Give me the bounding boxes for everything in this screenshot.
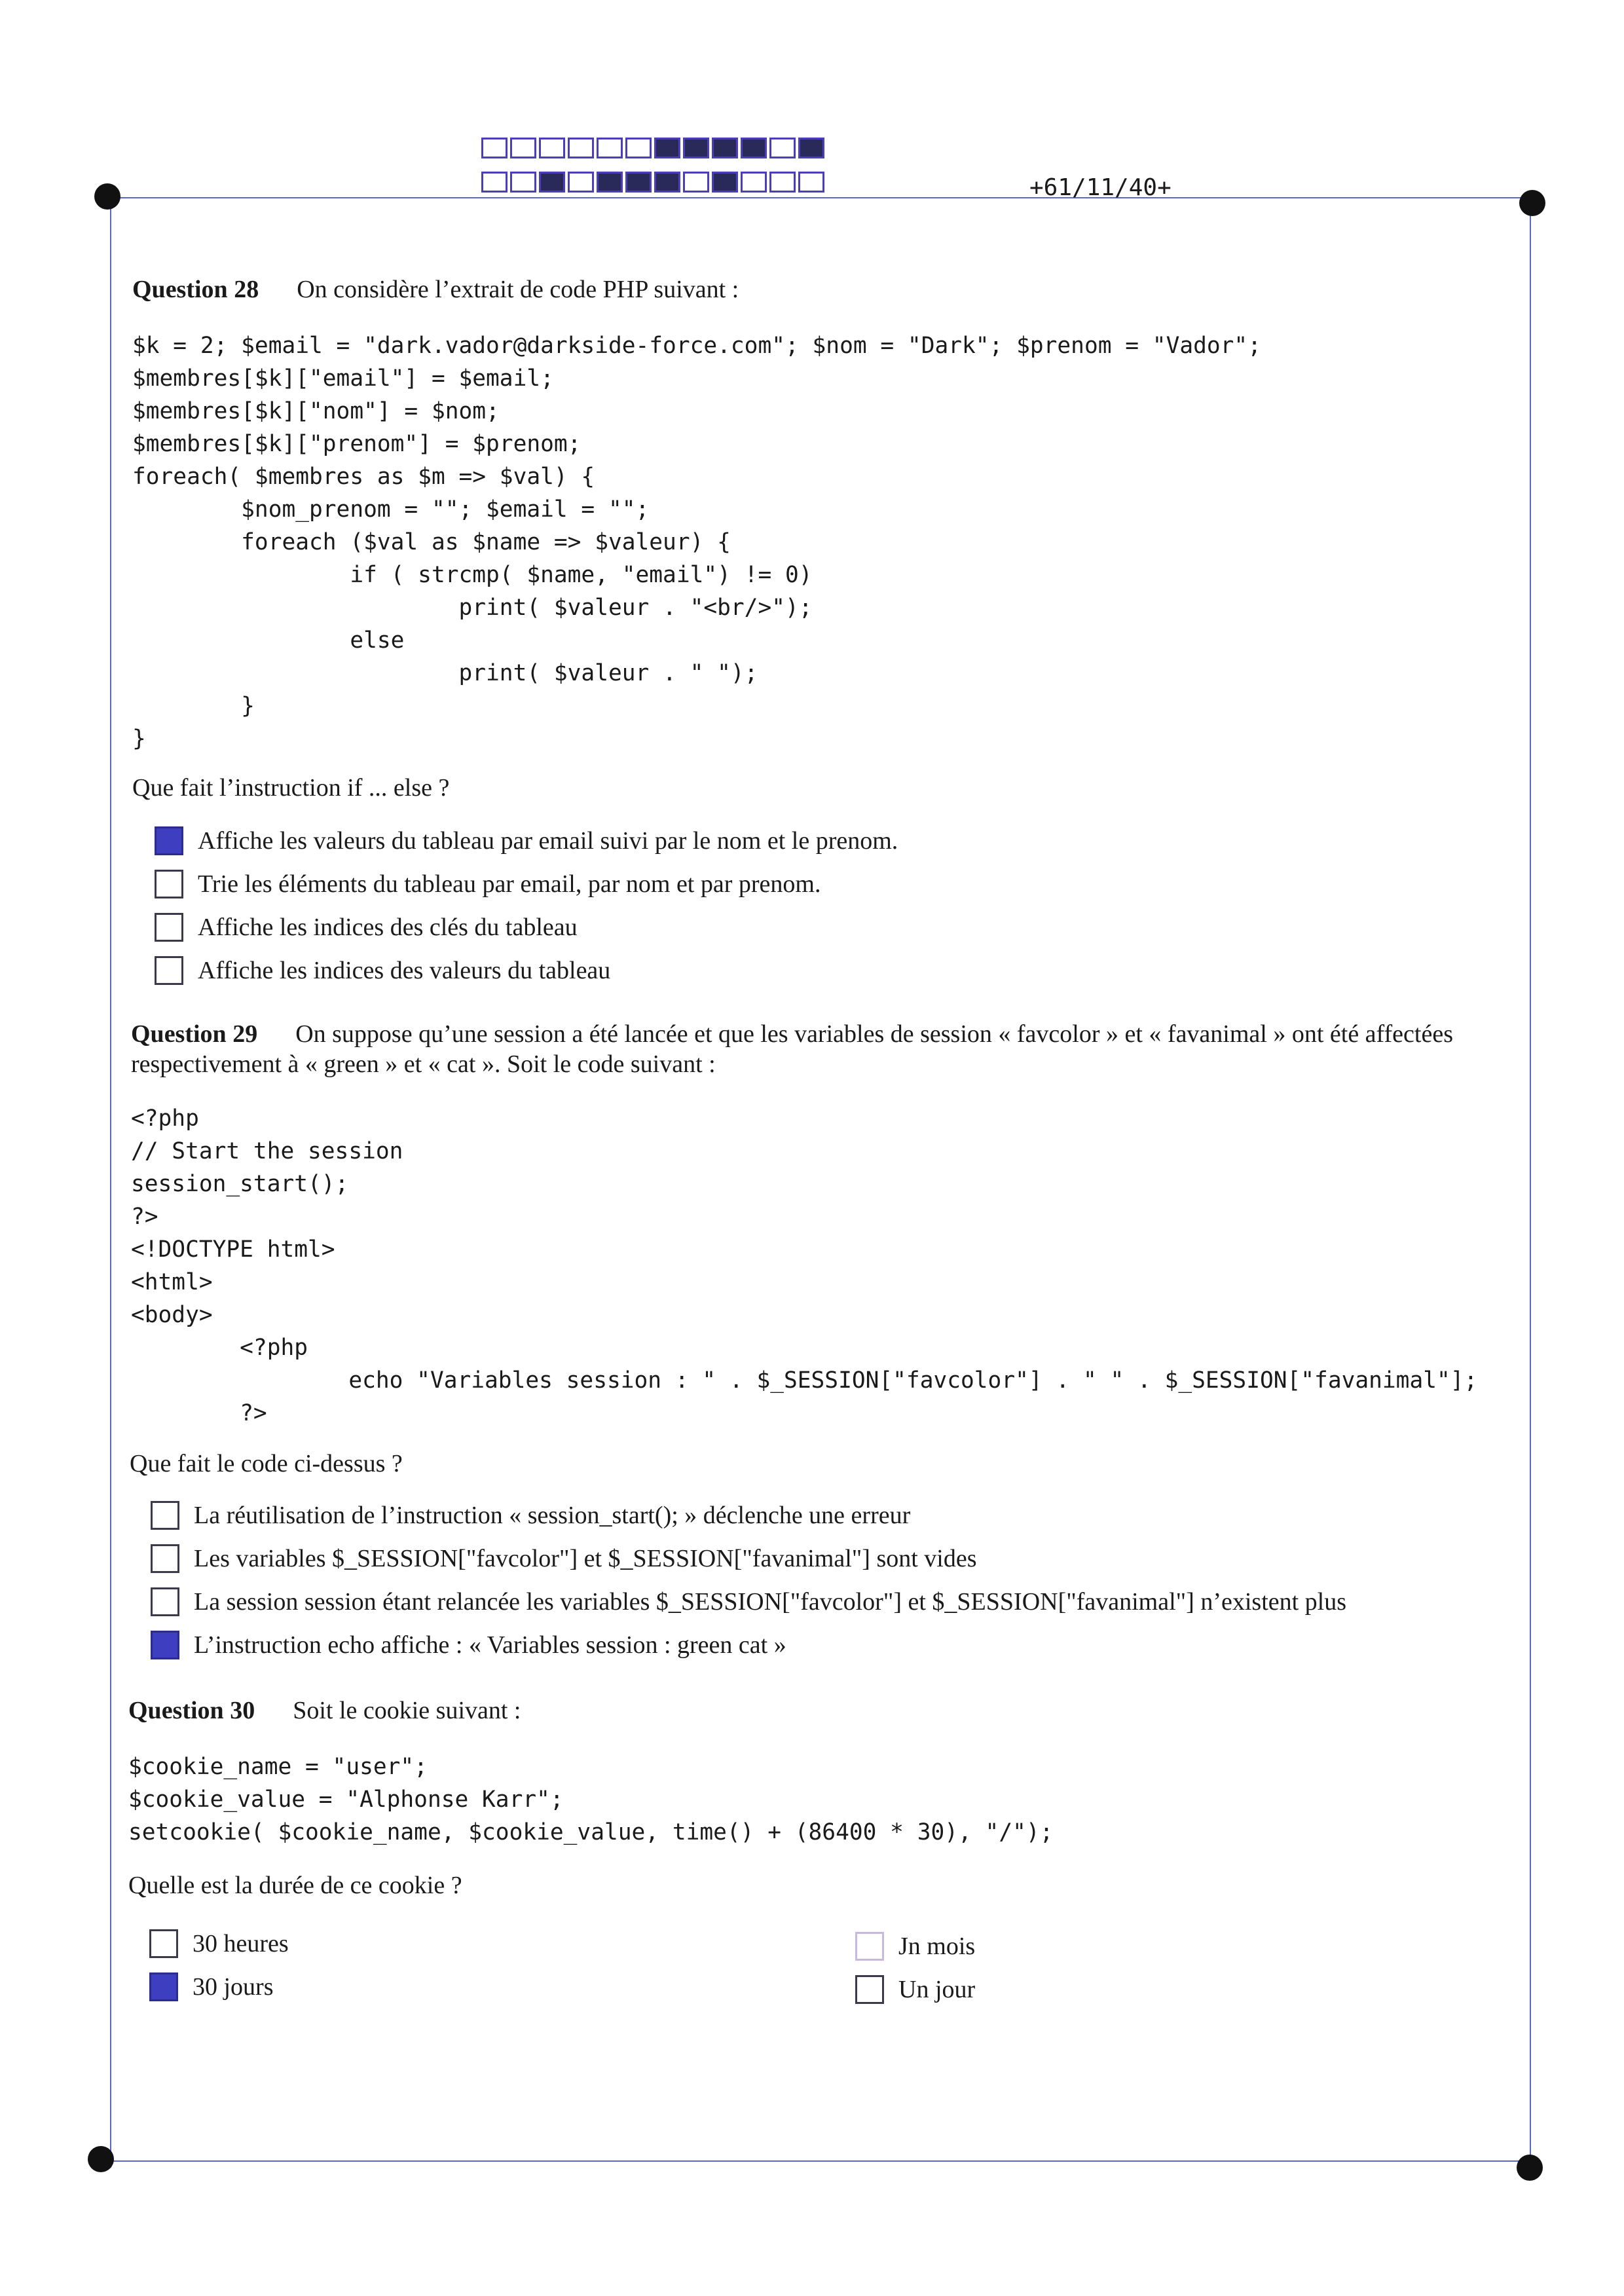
q29-option-4-checkbox[interactable] [151, 1631, 179, 1659]
barcode-cell [712, 172, 738, 193]
question-30-prompt: Quelle est la durée de ce cookie ? [128, 1872, 462, 1899]
frame-bottom-line [101, 2160, 1536, 2162]
q29-option-2-checkbox[interactable] [151, 1544, 179, 1573]
q29-option-2[interactable] [151, 1544, 977, 1573]
barcode-cell [597, 138, 623, 158]
question-28-label: Question 28 [132, 276, 259, 303]
question-29-intro: On suppose qu’une session a été lancée et que les variables de session « favcolor » et « favanimal » ont été affectées respectivement à « green » et « cat ». Soit le code suivant : [131, 1020, 1453, 1078]
q28-option-4[interactable] [155, 956, 610, 985]
q30-option-4-label: Un jour [898, 1976, 976, 2003]
q29-option-1[interactable] [151, 1501, 910, 1530]
corner-mark-bottom-right [1517, 2155, 1543, 2181]
barcode-cell [654, 138, 680, 158]
question-30-code: $cookie_name = "user"; $cookie_value = "Alphonse Karr"; setcookie( $cookie_name, $cookie_value, time() + (86400 * 30), "/"); [128, 1754, 1054, 1845]
barcode-cell [568, 138, 594, 158]
question-28-intro: On considère l’extrait de code PHP suivant : [297, 276, 739, 303]
corner-mark-top-right [1519, 190, 1545, 216]
q30-option-3-label: Jn mois [898, 1933, 976, 1960]
barcode-cell [510, 172, 536, 193]
frame-left-line [110, 196, 111, 2168]
q28-option-4-label: Affiche les indices des valeurs du tableau [198, 957, 611, 984]
q30-option-1-checkbox[interactable] [149, 1929, 178, 1958]
barcode-cell [683, 138, 709, 158]
question-29-code: <?php // Start the session session_start(); ?> <!DOCTYPE html> <html> <body> <?php echo "Variables session : " . $_SESSION["favcolor"] . " " . $_SESSION["favanimal"]; ?> [131, 1105, 1478, 1426]
q28-option-3[interactable] [155, 913, 578, 942]
question-29-label: Question 29 [131, 1020, 258, 1048]
question-30-intro: Soit le cookie suivant : [293, 1697, 521, 1724]
q28-option-3-checkbox[interactable] [155, 913, 183, 942]
question-29-heading [131, 1019, 1519, 1079]
corner-mark-bottom-left [88, 2146, 114, 2172]
barcode-row-1 [481, 138, 827, 158]
q29-option-4[interactable] [151, 1631, 786, 1659]
barcode-cell [597, 172, 623, 193]
q28-option-2[interactable] [155, 870, 821, 898]
q28-option-2-label: Trie les éléments du tableau par email, par nom et par prenom. [198, 870, 821, 898]
q30-option-1[interactable] [149, 1929, 289, 1958]
q29-option-3-checkbox[interactable] [151, 1587, 179, 1616]
question-28-heading [132, 275, 739, 304]
q30-option-4-checkbox[interactable] [855, 1975, 884, 2004]
q28-option-1-label: Affiche les valeurs du tableau par email suivi par le nom et le prenom. [198, 827, 898, 855]
barcode-cell [654, 172, 680, 193]
barcode-cell [769, 172, 796, 193]
barcode-cell [798, 138, 824, 158]
question-30-label: Question 30 [128, 1697, 255, 1724]
q28-option-1[interactable] [155, 826, 898, 855]
q29-option-4-label: L’instruction echo affiche : « Variables session : green cat » [194, 1631, 786, 1659]
question-30-heading [128, 1696, 521, 1725]
q30-option-2-checkbox[interactable] [149, 1972, 178, 2001]
question-28-prompt: Que fait l’instruction if ... else ? [132, 774, 450, 802]
q29-option-3-label: La session session étant relancée les variables $_SESSION["favcolor"] et $_SESSION["favanimal"] n’existent plus [194, 1588, 1347, 1616]
barcode-cell [510, 138, 536, 158]
barcode-cell [481, 138, 507, 158]
barcode-cell [625, 138, 652, 158]
q30-option-4[interactable] [855, 1975, 975, 2004]
barcode-cell [568, 172, 594, 193]
q30-option-3-checkbox[interactable] [855, 1932, 884, 1961]
q28-option-1-checkbox[interactable] [155, 826, 183, 855]
q30-option-1-label: 30 heures [193, 1930, 289, 1957]
barcode-cell [481, 172, 507, 193]
frame-top-line [101, 197, 1536, 198]
barcode-cell [683, 172, 709, 193]
corner-mark-top-left [94, 183, 120, 210]
q28-option-2-checkbox[interactable] [155, 870, 183, 898]
q29-option-2-label: Les variables $_SESSION["favcolor"] et $_SESSION["favanimal"] sont vides [194, 1545, 977, 1572]
q28-option-3-label: Affiche les indices des clés du tableau [198, 914, 578, 941]
barcode-row-2 [481, 172, 827, 193]
barcode-cell [741, 172, 767, 193]
q30-option-3[interactable] [855, 1932, 975, 1961]
barcode-cell [741, 138, 767, 158]
barcode-cell [769, 138, 796, 158]
q29-option-3[interactable] [151, 1587, 1346, 1616]
question-29-prompt: Que fait le code ci-dessus ? [130, 1450, 403, 1477]
q28-option-4-checkbox[interactable] [155, 956, 183, 985]
barcode-cell [539, 172, 565, 193]
barcode-cell [625, 172, 652, 193]
frame-right-line [1530, 196, 1531, 2174]
question-28-code: $k = 2; $email = "dark.vador@darkside-force.com"; $nom = "Dark"; $prenom = "Vador"; $membres[$k]["email"] = $email; $membres[$k]["nom"] = $nom; $membres[$k]["prenom"] = $prenom; foreach( $membres as $m => $val) { $nom_prenom = ""; $email = ""; foreach ($val as $name => $valeur) { if ( strcmp( $name, "email") != 0) print( $valeur . "<br/>"); else print( $valeur . " "); } } [132, 333, 1261, 752]
q29-option-1-checkbox[interactable] [151, 1501, 179, 1530]
barcode-cell [798, 172, 824, 193]
barcode-cell [539, 138, 565, 158]
page-id: +61/11/40+ [1029, 174, 1172, 201]
q30-option-2-label: 30 jours [193, 1973, 274, 2001]
barcode-cell [712, 138, 738, 158]
q29-option-1-label: La réutilisation de l’instruction « session_start(); » déclenche une erreur [194, 1502, 911, 1529]
q30-option-2[interactable] [149, 1972, 274, 2001]
